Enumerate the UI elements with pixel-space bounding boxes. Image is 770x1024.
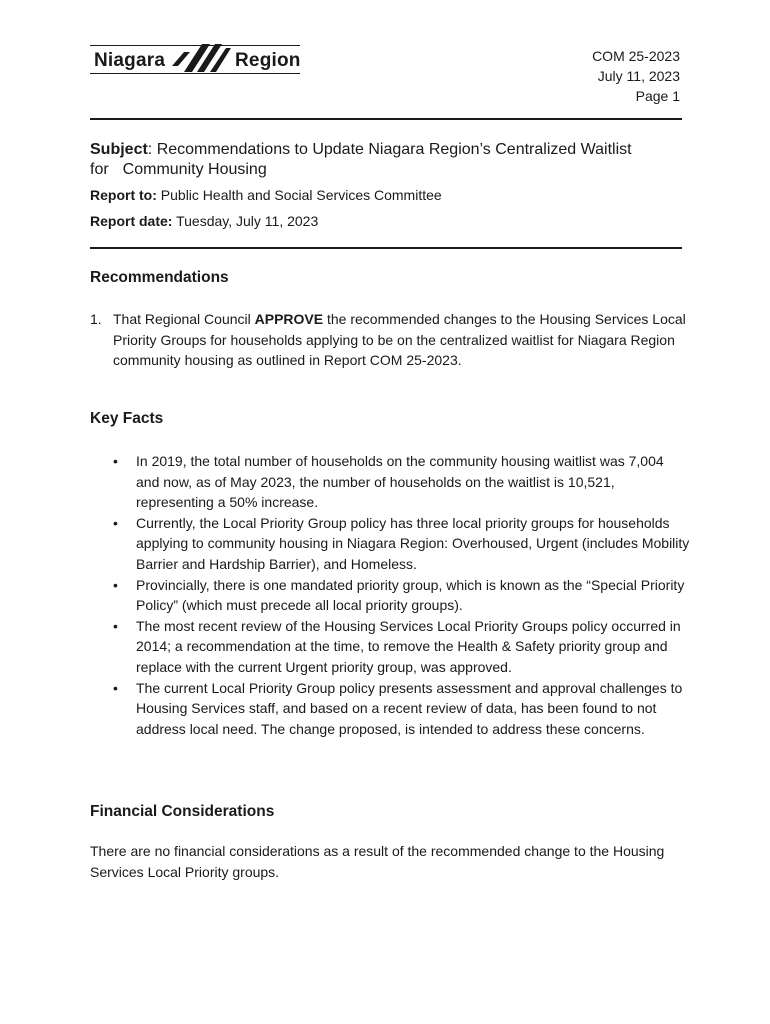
logo-stripes-icon	[170, 40, 232, 78]
report-date-value: Tuesday, July 11, 2023	[176, 213, 319, 229]
subject-line1: Recommendations to Update Niagara Region’s Centralized Waitlist	[156, 141, 632, 158]
key-fact-item: • The most recent review of the Housing Services Local Priority Groups policy occurred in 2014; a recommendation at the time, to remove the Health & Safety priority group and replace with the current Urgent priority group, was approved.	[110, 616, 690, 678]
recommendation-emphasis: APPROVE	[254, 311, 324, 327]
key-fact-item: • In 2019, the total number of households on the community housing waitlist was 7,004 and now, as of May 2023, the number of households on the waitlist is 10,521, representing a 50% increase.	[110, 451, 690, 513]
report-date	[90, 213, 318, 229]
report-number: COM 25-2023	[592, 48, 680, 64]
key-fact-item: • The current Local Priority Group policy presents assessment and approval challenges to Housing Services staff, and based on a recent review of data, has been found to not address local need. The change proposed, is intended to address these concerns.	[110, 678, 690, 740]
recommendation-text-after: the recommended changes to the Housing Services Local Priority Groups for households applying to be on the centralized waitlist for Niagara Region community housing as outlined in Report COM 25-2023.	[113, 311, 686, 368]
key-facts-list	[110, 451, 690, 739]
page-number: Page 1	[635, 88, 680, 104]
subject-divider	[90, 247, 682, 249]
key-facts-heading: Key Facts	[90, 410, 164, 427]
report-to	[90, 187, 442, 203]
key-fact-item: • Currently, the Local Priority Group policy has three local priority groups for households applying to community housing in Niagara Region: Overhoused, Urgent (includes Mobility Barrier and Hardship Barrier), and Homeless.	[110, 513, 690, 575]
header-divider	[90, 118, 682, 120]
niagara-region-logo	[90, 40, 302, 78]
recommendation-number: 1.	[90, 311, 102, 327]
logo-word-left: Niagara	[94, 50, 166, 71]
financial-text: There are no financial considerations as a result of the recommended change to the Housing Services Local Priority groups.	[90, 843, 665, 880]
subject-line2-prefix: for	[90, 161, 109, 178]
financial-heading: Financial Considerations	[90, 803, 275, 820]
report-to-value: Public Health and Social Services Committee	[160, 187, 442, 203]
report-date-label: Report date:	[90, 213, 173, 229]
report-meta	[592, 46, 680, 106]
logo-word-right: Region	[235, 50, 301, 71]
recommendation-text-before: That Regional Council	[113, 311, 255, 327]
recommendations-heading: Recommendations	[90, 269, 229, 286]
report-meta-date: July 11, 2023	[597, 68, 680, 84]
subject-block: Subject: Recommendations to Update Niagara Region’s Centralized Waitlist for Community Housing	[90, 141, 632, 178]
key-fact-item: • Provincially, there is one mandated priority group, which is known as the “Special Priority Policy” (which must precede all local priority groups).	[110, 575, 690, 616]
report-to-label: Report to:	[90, 187, 157, 203]
subject-label: Subject	[90, 141, 148, 158]
recommendation-item	[90, 309, 690, 371]
subject-line2: Community Housing	[122, 161, 267, 178]
